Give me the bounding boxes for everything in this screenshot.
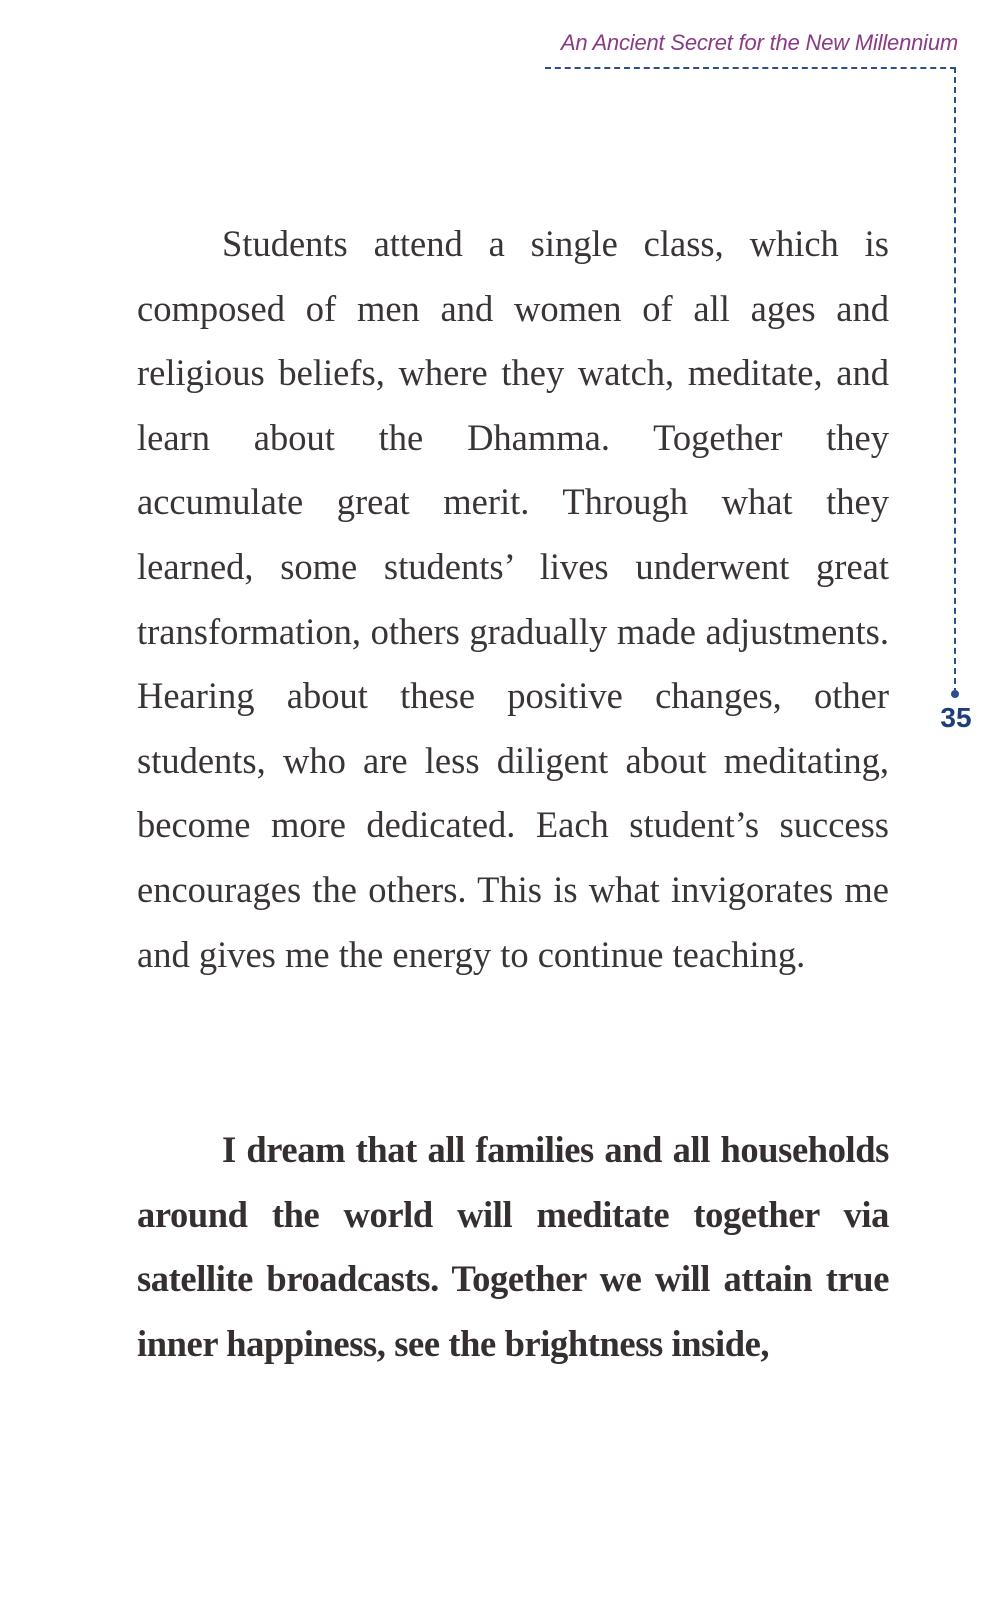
side-rule-dot: [951, 690, 959, 698]
header-dashed-rule: [545, 67, 956, 69]
running-header: An Ancient Secret for the New Millennium: [560, 30, 958, 55]
page-number: 35: [940, 702, 972, 733]
body-paragraph-regular: Students attend a single class, which is composed of men and women of all ages and religious beliefs, where they watch, meditate, and learn about the Dhamma. Together they accumulate great merit. Through what they learned, some students’ lives underwent great transformation, others gradually made adjustments. Hearing about these positive changes, other students, who are less diligent about meditating, become more dedicated. Each student’s success encourages the others. This is what invigorates me and gives me the energy to continue teaching.: [137, 223, 889, 975]
body-paragraph-bold: I dream that all families and all households around the world will meditate together via satellite broadcasts. Together we will attain true inner happiness, see the brightness inside,: [137, 1129, 889, 1364]
side-dashed-rule: [954, 67, 956, 694]
